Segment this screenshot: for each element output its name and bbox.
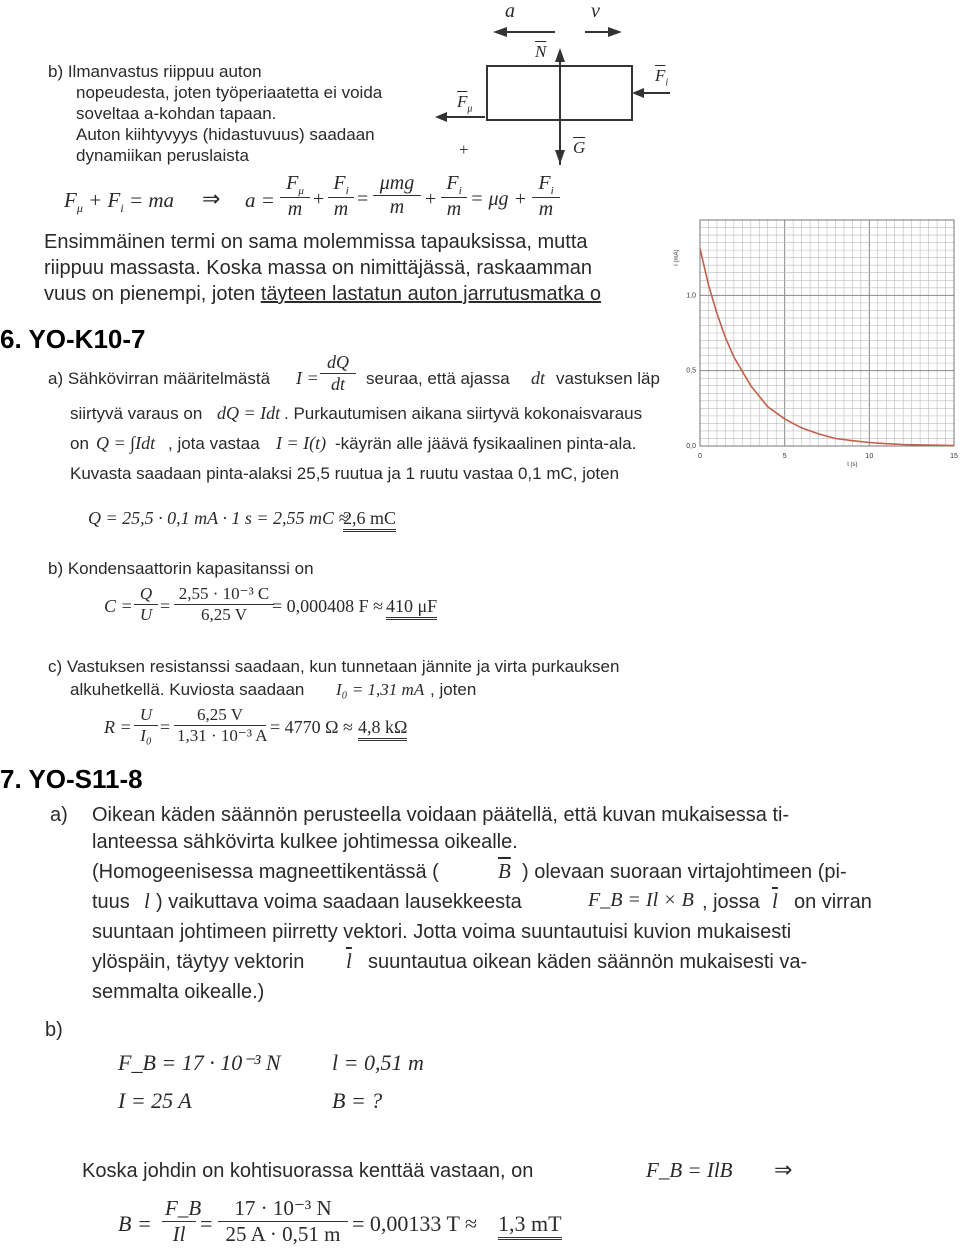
s7-b-label: b) (45, 1019, 63, 1041)
s6-a-integral: Q = ∫Idt (96, 433, 156, 453)
air-force-label: $\overline{F}_i$ (655, 66, 669, 89)
s6-a-I-of-t: I = I(t) (276, 433, 327, 453)
s6-c-resistance-result: 4,8 kΩ (358, 717, 407, 741)
part-b-line-3: soveltaa a-kohdan tapaan. (76, 104, 277, 123)
s7-a-force-formula: F_B = Il × B (588, 889, 694, 911)
s6-a-line1-mid: seuraa, että ajassa (366, 369, 510, 388)
s7-b-given-length: l = 0,51 m (332, 1050, 424, 1075)
plus-1: + (313, 188, 325, 210)
fraction-fi-1: $\frac{F_i}{m}$ (328, 172, 354, 221)
s6-a-line1-text: a) Sähkövirran määritelmästä (48, 369, 271, 388)
gravity-label: $\overline{G}$ (573, 138, 586, 157)
x-tick-label: 10 (865, 453, 874, 460)
s6-c-value-fraction: $\frac{6,25 V}{\text{1,31 · 10⁻³ A}}$ (174, 705, 266, 746)
s6-a-line2-end: . Purkautumisen aikana siirtyvä kokonaisvaraus (284, 404, 643, 423)
force-diagram (425, 0, 685, 170)
s7-b-value-fraction: $\frac{\text{17 · 10⁻³ N}}{25 A \cdot 0,51 m}$ (218, 1196, 348, 1247)
x-tick-label: 15 (950, 453, 958, 460)
s6-b-c-equals: C = (104, 596, 133, 616)
paragraph-line-1: Ensimmäinen termi on sama molemmissa tapauksissa, mutta (44, 231, 588, 253)
s7-a-vector-b: $\overline{B}$ (498, 859, 511, 883)
s6-b-value-fraction: $\frac{\text{2,55 · 10⁻³ C}}{6,25 V}$ (174, 584, 274, 625)
s7-a-line-2: lanteessa sähkövirta kulkee johtimessa oikealle. (92, 831, 518, 853)
s7-b-fb-ilb: F_B = IlB (646, 1158, 733, 1182)
s6-c-equals: = (160, 717, 171, 737)
s7-a-line-5: suuntaan johtimeen piirretty vektori. Jotta voima suuntautuisi kuvion mukaisesti (92, 921, 792, 943)
s6-a-line2-start: siirtyvä varaus on (70, 404, 203, 423)
y-tick-label: 1,0 (686, 292, 696, 300)
s6-a-line3-end: -käyrän alle jäävä fysikaalinen pinta-ala. (335, 434, 637, 453)
section-7-title: 7. YO-S11-8 (0, 764, 143, 794)
s6-a-I-equals: I = (296, 368, 319, 388)
s6-a-dt: dt (531, 368, 546, 388)
s6-charge-result: 2,6 mC (343, 508, 396, 532)
plus-2: + (425, 188, 437, 210)
s6-c-u-over-i0: $\frac{U}{\text{I₀}}$ (134, 705, 158, 746)
s7-b-field-result: 1,3 mT (498, 1211, 562, 1240)
s7-b-given-current: I = 25 A (118, 1088, 192, 1113)
s6-a-dq-dt-fraction: $\frac{dQ}{dt}$ (320, 352, 356, 395)
friction-force-label: $\overline{F}_\mu$ (457, 92, 473, 115)
section-6-title: 6. YO-K10-7 (0, 324, 146, 354)
paragraph-line-2: riippuu massasta. Koska massa on nimittäjässä, raskaamman (44, 257, 593, 279)
s6-c-ohm-value: = 4770 Ω ≈ (270, 717, 353, 737)
eq-left: $F_\mu + F_i$ = ma (64, 188, 175, 216)
y-tick-label: 0,5 (686, 367, 696, 375)
y-tick-label: 0,0 (686, 443, 696, 450)
x-tick-label: 5 (782, 453, 787, 460)
s6-charge-equation: Q = 25,5 · 0,1 mA · 1 s = 2,55 mC ≈ (88, 508, 349, 528)
s7-b-given-force: F_B = 17 · 10⁻³ N (118, 1050, 281, 1075)
s6-a-line1-end: vastuksen läp (556, 369, 660, 388)
s6-b-q-over-u: $\frac{Q}{U}$ (134, 584, 158, 625)
s7-a-line-4-end: on virran (794, 891, 872, 913)
s6-a-dq-eq: dQ = Idt (217, 403, 281, 423)
s6-c-r-equals: R = (104, 717, 132, 737)
s7-b-unknown-b: B = ? (332, 1088, 383, 1113)
s6-c-line2-start: alkuhetkellä. Kuviosta saadaan (70, 680, 305, 699)
s6-b-equals: = (160, 596, 171, 616)
part-b-line-2: nopeudesta, joten työperiaatetta ei voida (76, 83, 383, 102)
equals-mug: = μg + (470, 188, 528, 210)
s7-b-conclusion: Koska johdin on kohtisuorassa kenttää vastaan, on (82, 1160, 534, 1182)
x-tick-label: 0 (698, 453, 702, 460)
fraction-fi-2: $\frac{F_i}{m}$ (441, 172, 467, 221)
part-b-line-4: Auton kiihtyvyys (hidastuvuus) saadaan (76, 125, 375, 144)
s6-b-farad-value: = 0,000408 F ≈ (272, 596, 384, 616)
part-b-line-1: b) Ilmanvastus riippuu auton (48, 62, 262, 81)
s7-a-line-4-mid: ) vaikuttava voima saadaan lausekkeesta (156, 891, 522, 913)
s7-a-length-l: l (144, 889, 150, 913)
s7-b-tesla-value: = 0,00133 T ≈ (352, 1211, 478, 1236)
implies-symbol: ⇒ (202, 186, 221, 211)
s6-a-line3-start: on (70, 434, 89, 453)
s7-a-line-7: semmalta oikealle.) (92, 981, 265, 1003)
s7-a-line-3-end: ) olevaan suoraan virtajohtimeen (pi- (522, 861, 847, 883)
s7-a-label: a) (50, 804, 68, 826)
y-axis-label: I (mA) (674, 249, 680, 266)
normal-force-label: $\overline{N}$ (535, 42, 547, 61)
s7-b-fb-over-il: $\frac{F\_B}{Il}$ (162, 1196, 196, 1247)
s7-b-implies: ⇒ (774, 1157, 793, 1182)
plus-direction-label: + (459, 140, 469, 159)
s6-b-text: b) Kondensaattorin kapasitanssi on (48, 559, 314, 578)
s6-a-line4: Kuvasta saadaan pinta-alaksi 25,5 ruutua ja 1 ruutu vastaa 0,1 mC, joten (70, 464, 620, 483)
part-b-line-5: dynamiikan peruslaista (76, 146, 249, 165)
s7-a-line-1: Oikean käden säännön perusteella voidaan päätellä, että kuvan mukaisessa ti- (92, 804, 790, 826)
s6-c-i0-value: I₀ = 1,31 mA (336, 680, 425, 699)
velocity-label: $\overline{v}$ (591, 0, 600, 22)
current-chart (672, 214, 960, 470)
x-axis-label: t (s) (847, 462, 858, 468)
a-equals: a = (245, 188, 275, 212)
paragraph-line-3: vuus on pienempi, joten täyteen lastatun auton jarrutusmatka o (44, 283, 602, 305)
s7-b-equals: = (200, 1211, 213, 1236)
equals-1: = (357, 188, 369, 210)
current-chart-svg (672, 214, 960, 470)
s7-a-vector-l: $\overline{l}$ (772, 889, 778, 913)
s6-c-line1: c) Vastuksen resistanssi saadaan, kun tunnetaan jännite ja virta purkauksen (48, 657, 620, 676)
s7-a-line-6-end: suuntautua oikean käden säännön mukaisesti va- (368, 951, 808, 973)
acceleration-label: $\overline{a}$ (505, 0, 515, 22)
s6-c-line2-end: , joten (430, 680, 477, 699)
s6-a-line3-mid: , jota vastaa (168, 434, 260, 453)
s7-a-vector-l-2: $\overline{l}$ (346, 949, 352, 973)
s7-a-line-4-start: tuus (92, 891, 130, 913)
s7-a-line-4-jossa: , jossa (702, 891, 760, 913)
s6-b-capacitance-result: 410 μF (386, 596, 437, 620)
fraction-fi-3: $\frac{F_i}{m}$ (532, 172, 560, 221)
s7-b-b-equals: B = (118, 1211, 152, 1236)
fraction-mumg: μmg m (373, 172, 421, 219)
s7-a-line-6-start: ylöspäin, täytyy vektorin (92, 951, 305, 973)
s7-a-line-3-start: (Homogeenisessa magneettikentässä ( (92, 861, 439, 883)
fraction-fmu: $\frac{F_\mu}{m}$ (280, 172, 310, 221)
